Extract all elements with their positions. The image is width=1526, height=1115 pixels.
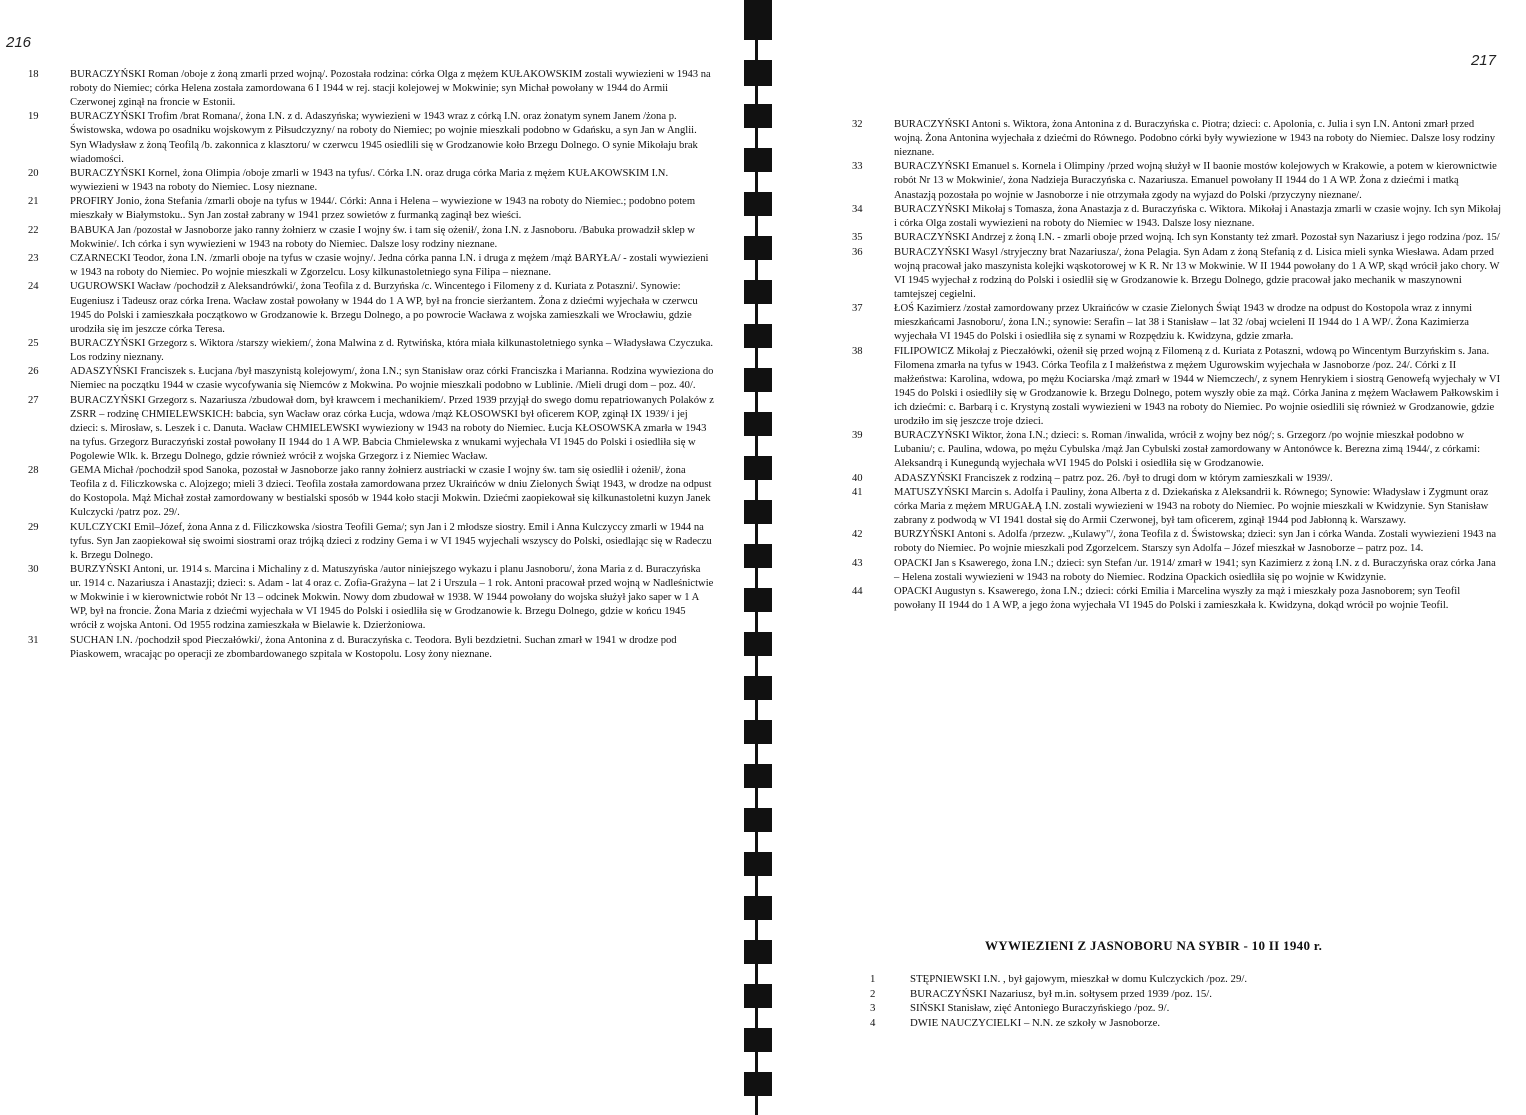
entry-35 bbox=[852, 231, 1502, 245]
entry-number: 22 bbox=[28, 224, 39, 236]
entry-number: 20 bbox=[28, 167, 39, 179]
entry-text: ADASZYŃSKI Franciszek z rodziną – patrz poz. 26. /był to drugi dom w którym zamieszkali w 1939/. bbox=[894, 472, 1333, 484]
entry-text: BABUKA Jan /pozostał w Jasnoborze jako ranny żołnierz w czasie I wojny św. i tam się ożenił/, żona I.N. z Jasnoboru. /Babuka prowadził sklep w Mokwinie/. Ich córka i syn wywiezieni w 1943 na roboty do Niemiec. Dalsze losy rodziny nieznane. bbox=[70, 224, 696, 250]
page-number-right: 217 bbox=[1470, 52, 1496, 69]
entry-19 bbox=[28, 110, 714, 166]
entry-number: 23 bbox=[28, 253, 39, 265]
binding-ring bbox=[744, 1028, 772, 1052]
entry-31 bbox=[28, 634, 714, 662]
entry-number: 24 bbox=[28, 281, 39, 293]
entry-text: BURACZYŃSKI Emanuel s. Kornela i Olimpiny /przed wojną służył w II baonie mostów kolejowych w Krakowie, a potem w kierownictwie robót Nr 13 w Mokwinie/, żona Nadzieja Buraczyńska c. Nazariusza. Emanuel powołany II 1944 do 1 A WP. Żona z dziećmi i matką Anastazją pozostała po wojnie w Jasnoborze i nie otrzymała zgody na wyjazd do Polski /przyczyny nieznane/. bbox=[894, 161, 1497, 201]
entry-number: 28 bbox=[28, 465, 39, 477]
entry-number: 31 bbox=[28, 634, 39, 646]
entry-number: 27 bbox=[28, 394, 39, 406]
entry-34 bbox=[852, 203, 1502, 231]
spiral-binding bbox=[728, 0, 788, 1115]
entry-text: ADASZYŃSKI Franciszek s. Łucjana /był maszynistą kolejowym/, żona I.N.; syn Stanisław oraz córki Franciszka i Marianna. Rodzina wywieziona do Niemiec na początku 1944 w czasie wycofywania się Niemców z Mokwina. Po wojnie mieszkali podobno w Lublinie. /Mieli drugi dom – poz. 40/. bbox=[70, 366, 714, 392]
entry-text: BURACZYŃSKI Grzegorz s. Nazariusza /zbudował dom, był krawcem i mechanikiem/. Przed 1939 przyjął do swego domu repatriowanych Polaków z ZSRR – rodzinę CHMIELEWSKICH: babcia, syn Wacław oraz córka Łucja, wdowa /mąż KŁOSOWSKI był oficerem KOP, zginął IX 1939/ i jej dzieci: s. Mirosław, s. Leszek i c. Danuta. Wacław CHMIELEWSKI wywieziony w 1943 na roboty do Niemiec. Łucja KŁOSOWSKA zmarła w 1943 na tyfus. Grzegorz Buraczyński został powołany II 1944 do 1 A WP. Babcia Chmielewska z wnukami wyjechała VI 1945 do Polski i osiedliła się w Pogolewie Wlk. k. Brzegu Dolnego, gdzie również wrócił z wojska Grzegorz i z Niemiec Wacław. bbox=[70, 394, 714, 462]
entry-text: BURACZYŃSKI Wiktor, żona I.N.; dzieci: s. Roman /inwalida, wrócił z wojny bez nóg/; s. Grzegorz /po wojnie mieszkał podobno w Lubaniu/; c. Paulina, wdowa, po mężu Cybulska /mąż Jan Cybulski został zamordowany w Antonówce k. Berezna zimą 1944/, z córkami: Aleksandrą i Kunegundą wyjechała wVI 1945 do Polski i osiedliła się w Grodzanowie. bbox=[894, 430, 1481, 470]
entry-number: 43 bbox=[852, 557, 863, 569]
entry-text: PROFIRY Jonio, żona Stefania /zmarli oboje na tyfus w 1944/. Córki: Anna i Helena – wywiezione w 1943 na roboty do Niemiec.; podobno potem mieszkały w Białymstoku.. Syn Jan został zabrany w 1941 przez sowietów z furmanką zaginął bez wieści. bbox=[70, 196, 696, 222]
entry-text: BURACZYŃSKI Grzegorz s. Wiktora /starszy wiekiem/, żona Malwina z d. Rytwińska, która miała kilkunastoletniego synka – Władysława Czyczuka. Los rodziny nieznany. bbox=[70, 337, 714, 364]
entry-28 bbox=[28, 464, 714, 520]
item-text: DWIE NAUCZYCIELKI – N.N. ze szkoły w Jasnoborze. bbox=[910, 1016, 1161, 1029]
entry-number: 26 bbox=[28, 366, 39, 378]
entry-number: 30 bbox=[28, 564, 39, 576]
entry-26 bbox=[28, 365, 714, 393]
entry-22 bbox=[28, 224, 714, 252]
binding-ring bbox=[744, 896, 772, 920]
entry-number: 44 bbox=[852, 586, 863, 598]
entry-text: BURACZYŃSKI Wasyl /stryjeczny brat Nazariusza/, żona Pelagia. Syn Adam z żoną Stefanią z d. Lisica mieli synka Wiesława. Adam przed wojną pracował jako maszynista kolejki wąskotorowej w K R. Nr 13 w Mokwinie. W II 1944 powołany do 1 A WP, skąd wrócił jako chory. W VI 1945 wyjechał z rodziną do Polski i osiedlił się w Grodzanowie k. Brzegu Dolnego, gdzie pracował jako mechanik w maszynowni tamtejszej cegielni. bbox=[894, 246, 1500, 300]
binding-ring bbox=[744, 148, 772, 172]
entry-40 bbox=[852, 472, 1502, 486]
entry-text: BURACZYŃSKI Kornel, żona Olimpia /oboje zmarli w 1943 na tyfus/. Córka I.N. oraz druga córka Maria z mężem KUŁAKOWSKIM I.N. wywiezieni w 1943 na roboty do Niemiec. Losy nieznane. bbox=[70, 167, 669, 193]
entry-38 bbox=[852, 345, 1502, 429]
entry-number: 35 bbox=[852, 232, 863, 244]
right-page bbox=[790, 0, 1526, 1115]
entry-text: UGUROWSKI Wacław /pochodził z Aleksandrówki/, żona Teofila z d. Burzyńska /c. Wincentego i Filomeny z d. Kuriata z Potaszni/. Synowie: Eugeniusz i Tadeusz oraz córka Irena. Wacław został powołany w 1944 do 1 A WP, był na froncie sierżantem. Żona z dziećmi wyjechała w czerwcu 1945 do Polski i zamieszkała początkowo w Grodzanowie k. Brzegu Dolnego, a po powrocie Wacława z wojska zamieszkali we Wrocławiu, gdzie urodziła się im jeszcze córka Teresa. bbox=[70, 281, 698, 335]
binding-ring bbox=[744, 104, 772, 128]
binding-ring bbox=[744, 192, 772, 216]
item-number: 1 bbox=[870, 973, 876, 985]
entry-number: 21 bbox=[28, 196, 39, 208]
binding-ring bbox=[744, 456, 772, 480]
entry-number: 36 bbox=[852, 246, 863, 258]
binding-ring bbox=[744, 852, 772, 876]
binding-ring bbox=[744, 0, 772, 40]
entry-29 bbox=[28, 521, 714, 563]
entry-text: ŁOŚ Kazimierz /został zamordowany przez Ukraińców w czasie Zielonych Świąt 1943 w drodze na odpust do Kostopola wraz z innymi mieszkańcami Jasnoboru/, żona I.N.; synowie: Serafin – lat 38 i Stanisław – lat 32 /obaj wcieleni II 1944 do 1 A WP/. Żona Kazimierza wyjechała VI 1945 do Polski i osiedliła się z synami w Rozpędziu k. Kwidzyna, gdzie zmarła. bbox=[894, 303, 1473, 343]
binding-ring bbox=[744, 236, 772, 260]
entry-23 bbox=[28, 252, 714, 280]
entry-32 bbox=[852, 118, 1502, 160]
entry-30 bbox=[28, 563, 714, 633]
entry-number: 34 bbox=[852, 203, 863, 215]
section-title-siberia: WYWIEZIENI Z JASNOBORU NA SYBIR - 10 II 1940 r. bbox=[985, 938, 1323, 953]
entry-33 bbox=[852, 160, 1502, 202]
entry-36 bbox=[852, 246, 1502, 302]
entry-number: 25 bbox=[28, 337, 39, 349]
entry-number: 19 bbox=[28, 111, 39, 123]
entry-text: KULCZYCKI Emil–Józef, żona Anna z d. Filiczkowska /siostra Teofili Gema/; syn Jan i 2 młodsze siostry. Emil i Anna Kulczyccy zmarli w 1944 na tyfus. Syn Jan zaopiekował się swoimi siostrami oraz trójką dzieci z rodziny Gema i w VI 1945 wyjechali wszyscy do Polski, osiedlając się w Radeczu k. Brzegu Dolnego. bbox=[70, 521, 712, 561]
binding-ring bbox=[744, 324, 772, 348]
item-text: BURACZYŃSKI Nazariusz, był m.in. sołtysem przed 1939 /poz. 15/. bbox=[910, 987, 1212, 1000]
entry-text: SUCHAN I.N. /pochodził spod Pieczałówki/, żona Antonina z d. Buraczyńska c. Teodora. Byli bezdzietni. Suchan zmarł w 1941 w drodze pod Piaskowem, wracając po operacji ze zbombardowanego szpitala w Kostopolu. Losy żony nieznane. bbox=[70, 634, 677, 660]
entry-number: 29 bbox=[28, 521, 39, 533]
entry-number: 40 bbox=[852, 472, 863, 484]
binding-ring bbox=[744, 60, 772, 86]
entry-44 bbox=[852, 585, 1502, 613]
left-page bbox=[0, 0, 730, 1115]
item-text: SIŃSKI Stanisław, zięć Antoniego Buraczyńskiego /poz. 9/. bbox=[910, 1002, 1170, 1015]
entry-27 bbox=[28, 394, 714, 464]
binding-ring bbox=[744, 368, 772, 392]
entry-text: MATUSZYŃSKI Marcin s. Adolfa i Pauliny, żona Alberta z d. Dziekańska z Aleksandrii k. Równego; Synowie: Władysław i Zygmunt oraz córka Maria z mężem MRUGAŁĄ I.N. zostali wywiezieni w 1943 na roboty do Niemiec. Po wojnie mieszkali w Kwidzynie. Syn Stanisław zabrany z podwodą w VI 1941 dostał się do Armii Czerwonej, był tam oficerem, zginął 1944 pod Jabłonną k. Warszawy. bbox=[894, 486, 1489, 526]
entry-number: 37 bbox=[852, 303, 863, 315]
entry-text: FILIPOWICZ Mikołaj z Pieczałówki, ożenił się przed wojną z Filomeną z d. Kuriata z Potaszni, wdową po Wincentym Burzyńskim s. Jana. Filomena zmarła na tyfus w 1943. Córka Teofila z I małżeństwa z mężem Ugurowskim wyjechała w Jasnoborze /poz. 24/. Córki z II małżeństwa: Karolina, wdowa, po mężu Kociarska /mąż zmarł w 1944 w Niemczech/, z synem Henrykiem i siostrą Genowefą wyjechały w VI 1945 do Polski i osiedliły się w Grodzanowie k. Brzegu Dolnego, potem wyszły obie za mąż. Córka Janina z mężem Wacławem Pałkowskim i ich dziećmi: c. Barbarą i c. Krystyną zostali wywiezieni w 1943 na roboty do Niemiec. Po wojnie osiedlili się również w Grodzanowie, gdzie urodziło im się jeszcze troje dzieci. bbox=[894, 345, 1501, 427]
list-item bbox=[870, 1001, 1430, 1015]
entry-number: 38 bbox=[852, 345, 863, 357]
item-number: 3 bbox=[870, 1002, 876, 1015]
binding-ring bbox=[744, 720, 772, 744]
entry-text: BURACZYŃSKI Andrzej z żoną I.N. - zmarli oboje przed wojną. Ich syn Konstanty też zmarł. Pozostał syn Nazariusz i jego rodzina /poz. 15/ bbox=[894, 232, 1500, 244]
binding-ring bbox=[744, 544, 772, 568]
entry-number: 32 bbox=[852, 119, 863, 130]
deported-list bbox=[870, 972, 1430, 1030]
binding-ring bbox=[744, 764, 772, 788]
entry-37 bbox=[852, 302, 1502, 344]
entry-39 bbox=[852, 429, 1502, 471]
entry-42 bbox=[852, 528, 1502, 556]
entry-number: 42 bbox=[852, 529, 863, 541]
entry-number: 39 bbox=[852, 430, 863, 442]
entry-text: BURACZYŃSKI Trofim /brat Romana/, żona I.N. z d. Adaszyńska; wywiezieni w 1943 wraz z córką I.N. oraz żonatym synem Janem /żona p. Świstowska, wdowa po osadniku wojskowym z Piłsudczyzny/ na roboty do Niemiec; po wojnie mieszkali podobno w Gdańsku, a syn Jan w Anglii. Syn Władysław z żoną Teofilą /b. zakonnica z klasztoru/ w czerwcu 1945 osiedlili się w Grodzanowie koło Brzegu Dolnego. O synie Mikołaju brak wiadomości. bbox=[70, 111, 698, 165]
entry-number: 41 bbox=[852, 486, 863, 498]
list-item bbox=[870, 972, 1430, 986]
binding-ring bbox=[744, 412, 772, 436]
entry-text: BURACZYŃSKI Mikołaj s Tomasza, żona Anastazja z d. Buraczyńska c. Wiktora. Mikołaj i Anastazja zmarli w czasie wojny. Ich syn Mikołaj i córka Olga zostali wywiezieni na roboty do Niemiec w 1943. Dalsze losy nieznane. bbox=[894, 203, 1502, 229]
binding-ring bbox=[744, 632, 772, 656]
binding-ring bbox=[744, 500, 772, 524]
list-item bbox=[870, 1016, 1430, 1030]
entry-text: CZARNECKI Teodor, żona I.N. /zmarli oboje na tyfus w czasie wojny/. Jedna córka panna I.N. i druga z mężem /mąż BARYŁA/ - zostali wywiezieni w 1943 na roboty do Niemiec. Po wojnie mieszkali w Zgorzelcu. Losy kilkunastoletniego syna Filipa – nieznane. bbox=[70, 253, 709, 279]
entry-text: GEMA Michał /pochodził spod Sanoka, pozostał w Jasnoborze jako ranny żołnierz austriacki w czasie I wojny św. tam się osiedlił i ożenił/, żona Teofila z d. Filiczkowska c. Alojzego; mieli 3 dzieci. Teofila została zamordowana przez Ukraińców w dniu Zielonych Świąt 1943, w drodze na odpust do Kostopola. Mąż Michał został zamordowany w bestialski sposób w 1944 koło stacji Mokwin. Dziećmi zaopiekował się kilkunastoletni kuzyn Janek Kulczycki /patrz poz. 29/. bbox=[70, 465, 712, 519]
left-entries bbox=[28, 68, 714, 662]
entry-text: BURZYŃSKI Antoni s. Adolfa /przezw. „Kulawy"/, żona Teofila z d. Świstowska; dzieci: syn Jan i córka Wanda. Zostali wywiezieni 1943 na roboty do Niemiec. Po wojnie mieszkali pod Zgorzelcem. Starszy syn Adolfa – Józef mieszkał w Jasnoborze – patrz poz. 14. bbox=[894, 529, 1497, 555]
entry-text: BURACZYŃSKI Antoni s. Wiktora, żona Antonina z d. Buraczyńska c. Piotra; dzieci: c. Apolonia, c. Julia i syn I.N. Antoni zmarł przed wojną. Żona Antonina wyjechała z dziećmi do Równego. Podobno córki były wywiezione w 1943 na roboty do Niemiec. Dalsze losy rodziny nieznane. bbox=[894, 119, 1496, 159]
entry-text: BURACZYŃSKI Roman /oboje z żoną zmarli przed wojną/. Pozostała rodzina: córka Olga z mężem KUŁAKOWSKIM zostali wywiezieni w 1943 na roboty do Niemiec; córka Helena została zamordowana 6 I 1944 w rej. stacji kolejowej w Mokwinie; syn Michał powołany w 1944 do Armii Czerwonej zginął na froncie w Estonii. bbox=[70, 69, 711, 109]
entry-43 bbox=[852, 557, 1502, 585]
item-text: STĘPNIEWSKI I.N. , był gajowym, mieszkał w domu Kulczyckich /poz. 29/. bbox=[910, 973, 1248, 985]
binding-ring bbox=[744, 808, 772, 832]
entry-24 bbox=[28, 280, 714, 336]
entry-18 bbox=[28, 68, 714, 110]
binding-ring bbox=[744, 940, 772, 964]
entry-text: BURZYŃSKI Antoni, ur. 1914 s. Marcina i Michaliny z d. Matuszyńska /autor niniejszego wykazu i planu Jasnoboru/, żona Maria z d. Buraczyńska ur. 1914 c. Nazariusza i Anastazji; dzieci: s. Adam - lat 4 oraz c. Zofia-Grażyna – lat 2 i Urszula – 1 rok. Antoni pracował przed wojną w Nadleśnictwie w Mokwinie i w kierownictwie robót Nr 13 – odcinek Mokwin. Nowy dom zbudował w 1938. W 1944 powołany do wojska służył jako saper w 1 A WP, był na froncie. Żona Maria z dziećmi wyjechała w VI 1945 do Polski i osiedliła się w Grodzanowie k. Brzegu Dolnego, gdzie w końcu 1945 wrócił z wojska Antoni. Od 1955 rodzina zamieszkała w Bielawie k. Dzierżoniowa. bbox=[70, 564, 714, 632]
page-number-left: 216 bbox=[6, 34, 32, 51]
binding-ring bbox=[744, 1072, 772, 1096]
item-number: 4 bbox=[870, 1016, 876, 1029]
entry-25 bbox=[28, 337, 714, 365]
right-entries bbox=[852, 118, 1502, 614]
entry-text: OPACKI Augustyn s. Ksawerego, żona I.N.; dzieci: córki Emilia i Marcelina wyszły za mąż i mieszkały poza Jasnoborem; syn Teofil powołany II 1944 do 1 A WP, a jego żona wyjechała VI 1945 do Polski i zamieszkała k. Kwidzyna, dokąd wrócił po wojnie Teofil. bbox=[894, 586, 1461, 612]
binding-ring bbox=[744, 676, 772, 700]
binding-ring bbox=[744, 588, 772, 612]
binding-ring bbox=[744, 984, 772, 1008]
entry-number: 18 bbox=[28, 69, 39, 80]
list-item bbox=[870, 987, 1430, 1001]
entry-21 bbox=[28, 195, 714, 223]
entry-20 bbox=[28, 167, 714, 195]
entry-41 bbox=[852, 486, 1502, 528]
entry-number: 33 bbox=[852, 161, 863, 173]
binding-ring bbox=[744, 280, 772, 304]
item-number: 2 bbox=[870, 987, 876, 1000]
entry-text: OPACKI Jan s Ksawerego, żona I.N.; dzieci: syn Stefan /ur. 1914/ zmarł w 1941; syn Kazimierz z żoną I.N. z d. Buraczyńska oraz córka Jana – Helena zostali wywiezieni w 1943 na roboty do Niemiec. Rodzina Opackich osiedliła się po wojnie w Kwidzynie. bbox=[894, 557, 1496, 583]
